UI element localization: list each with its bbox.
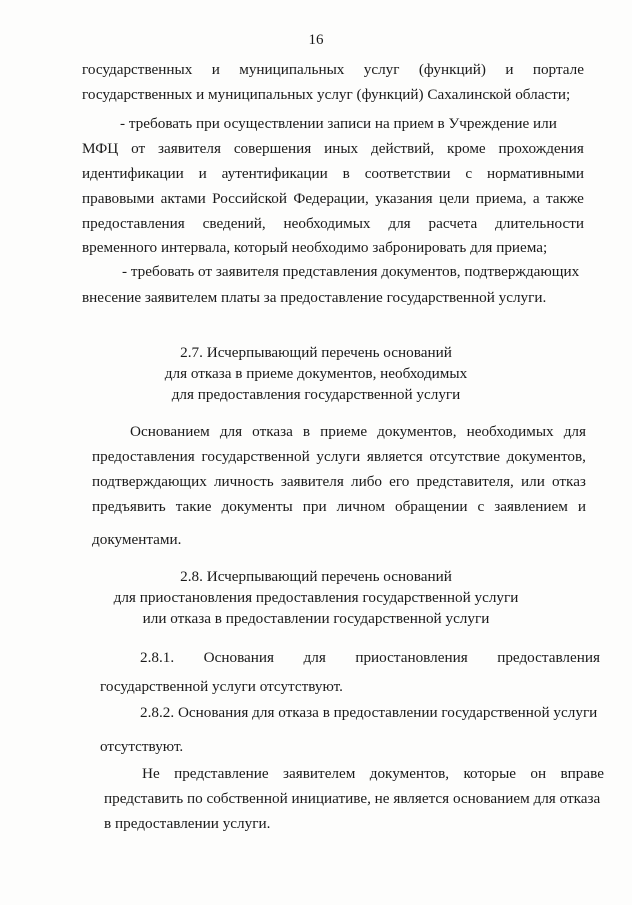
word: иных <box>324 140 359 157</box>
word: документов, <box>377 423 457 440</box>
paragraph-4-line-1 <box>130 422 586 442</box>
section-2-7-heading-line-3: для предоставления государственной услуги <box>171 386 461 403</box>
page-number: 16 <box>308 32 324 48</box>
word: аутентификации <box>221 165 328 182</box>
word: с <box>465 165 473 182</box>
paragraph-2-line-4 <box>82 189 584 209</box>
word: предоставления <box>82 215 185 232</box>
word: с <box>477 498 485 515</box>
paragraph-2-line-1: - требовать при осуществлении записи на прием в Учреждение или <box>120 115 557 132</box>
word: нормативными <box>487 165 584 182</box>
paragraph-7-line-1 <box>142 764 604 784</box>
word: отказа <box>252 423 293 440</box>
word: и <box>211 61 220 78</box>
paragraph-7-line-3: в предоставлении услуги. <box>104 815 271 832</box>
word: указания <box>375 190 433 207</box>
word: для <box>303 649 326 666</box>
word: и <box>577 498 586 515</box>
word: которые <box>463 765 517 782</box>
word: соответствии <box>364 165 451 182</box>
word: муниципальных <box>239 61 345 78</box>
section-2-7-heading-line-2: для отказа в приеме документов, необходимых <box>164 365 468 382</box>
word: документов, <box>506 448 586 465</box>
word: личность <box>213 473 274 490</box>
word: предоставления <box>497 649 600 666</box>
word: необходимых <box>283 215 371 232</box>
word: заявителем <box>283 765 356 782</box>
word: государственных <box>82 61 193 78</box>
word: от <box>131 140 146 157</box>
word: сведений, <box>202 215 266 232</box>
word: он <box>530 765 547 782</box>
word: приема, <box>475 190 527 207</box>
word: приостановления <box>355 649 468 666</box>
paragraph-3-line-2: внесение заявителем платы за предоставление государственной услуги. <box>82 289 547 306</box>
paragraph-5-line-2: государственной услуги отсутствуют. <box>100 678 343 695</box>
word: 2.8.1. <box>140 649 175 666</box>
word: необходимых <box>466 423 554 440</box>
word: является <box>366 448 423 465</box>
paragraph-4-line-3 <box>92 472 586 492</box>
word: документов, <box>369 765 450 782</box>
section-2-8-heading-line-1: 2.8. Исчерпывающий перечень оснований <box>180 568 452 585</box>
word: прохождения <box>498 140 584 157</box>
word: такие <box>175 498 212 515</box>
paragraph-1-line-2: государственных и муниципальных услуг (функций) Сахалинской области; <box>82 86 571 103</box>
paragraph-2-line-2 <box>82 139 584 159</box>
word: для <box>219 423 243 440</box>
word: заявлением <box>494 498 568 515</box>
word: портале <box>532 61 584 78</box>
word: отсутствие <box>429 448 500 465</box>
paragraph-3-line-1: - требовать от заявителя представления документов, подтверждающих <box>122 263 580 280</box>
word: подтверждающих <box>92 473 207 490</box>
word: для <box>563 423 586 440</box>
word: услуг <box>363 61 400 78</box>
word: вправе <box>560 765 604 782</box>
paragraph-7-line-2: представить по собственной инициативе, не является основанием для отказа <box>104 790 601 807</box>
paragraph-5-line-1 <box>140 648 600 668</box>
paragraph-2-line-3 <box>82 164 584 184</box>
word: обращении <box>394 498 468 515</box>
word: приеме <box>320 423 368 440</box>
word: представление <box>174 765 269 782</box>
paragraph-2-line-5 <box>82 214 584 234</box>
word: при <box>302 498 327 515</box>
word: действий, <box>371 140 435 157</box>
word: Основания <box>203 649 275 666</box>
section-2-7-heading-line-1: 2.7. Исчерпывающий перечень оснований <box>180 344 452 361</box>
paragraph-2-line-6: временного интервала, который необходимо забронировать для приема; <box>82 239 548 256</box>
word: Российской <box>212 190 287 207</box>
word: МФЦ <box>82 140 119 157</box>
word: совершения <box>233 140 312 157</box>
word: в <box>302 423 311 440</box>
word: для <box>388 215 411 232</box>
paragraph-1-line-1 <box>82 60 584 80</box>
word: а <box>532 190 540 207</box>
word: цели <box>438 190 470 207</box>
word: его <box>389 473 410 490</box>
word: заявителя <box>158 140 221 157</box>
word: актами <box>160 190 206 207</box>
section-2-8-heading-line-2: для приостановления предоставления государственной услуги <box>113 589 519 606</box>
word: или <box>521 473 545 490</box>
paragraph-4-line-4 <box>92 497 586 517</box>
word: в <box>342 165 350 182</box>
word: личном <box>336 498 385 515</box>
word: отказ <box>552 473 586 490</box>
word: кроме <box>447 140 486 157</box>
word: расчета <box>428 215 478 232</box>
word: и <box>198 165 207 182</box>
word: Не <box>142 765 160 782</box>
word: Основанием <box>130 423 210 440</box>
paragraph-4-line-2 <box>92 447 586 467</box>
paragraph-6-line-1: 2.8.2. Основания для отказа в предоставлении государственной услуги <box>140 704 598 721</box>
word: Федерации, <box>293 190 369 207</box>
word: правовыми <box>82 190 155 207</box>
word: документы <box>221 498 293 515</box>
word: (функций) <box>418 61 486 78</box>
word: услуги <box>316 448 361 465</box>
word: заявителя <box>280 473 344 490</box>
word: представителя, <box>416 473 514 490</box>
word: либо <box>350 473 383 490</box>
word: государственной <box>201 448 310 465</box>
word: длительности <box>495 215 584 232</box>
word: также <box>545 190 584 207</box>
paragraph-4-line-5: документами. <box>92 531 182 548</box>
word: и <box>505 61 514 78</box>
word: идентификации <box>82 165 184 182</box>
word: предоставления <box>92 448 195 465</box>
word: предъявить <box>92 498 166 515</box>
paragraph-6-line-2: отсутствуют. <box>100 738 184 755</box>
section-2-8-heading-line-3: или отказа в предоставлении государственной услуги <box>142 610 490 627</box>
